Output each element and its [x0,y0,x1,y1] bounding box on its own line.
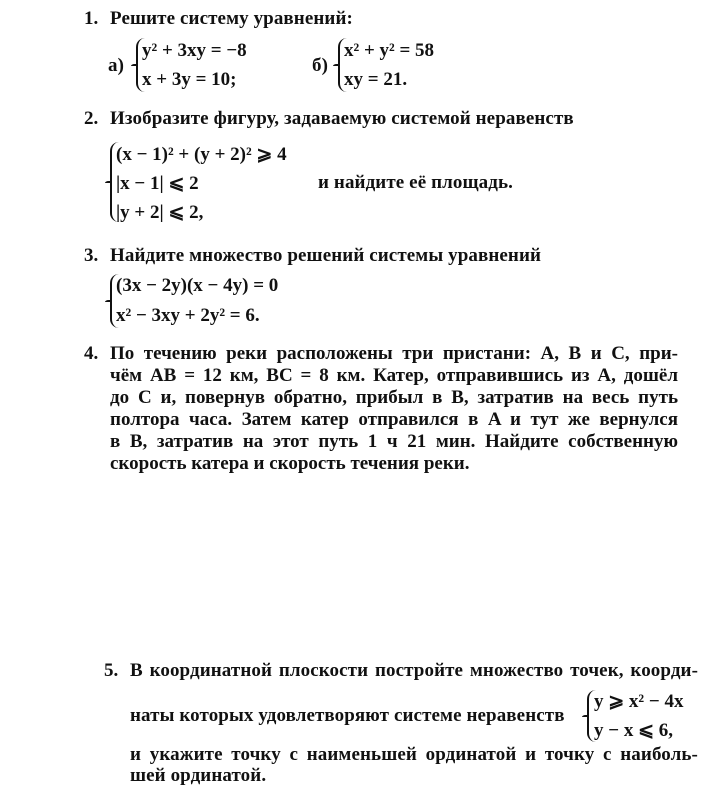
problem-4-line: скорость катера и скорость течения реки. [110,453,470,474]
problem-2-tail: и найдите её площадь. [318,172,513,193]
problem-2-number: 2. [84,108,99,129]
problem-3-equation-1: (3x − 2y)(x − 4y) = 0 [116,275,279,296]
problem-2-inequality-1: (x − 1)² + (y + 2)² ⩾ 4 [116,144,287,165]
problem-3-title: Найдите множество решений системы уравнений [110,245,542,266]
problem-4-line: По течению реки расположены три пристани: A, B и C, при- [110,343,678,364]
problem-2-title: Изобразите фигуру, задаваемую системой неравенств [110,108,574,129]
problem-1b-label: б) [312,55,329,76]
problem-5-line-4: шей ординатой. [130,765,267,786]
problem-5-line-1: В координатной плоскости постройте множество точек, коорди- [130,660,698,681]
problem-4-line: чём AB = 12 км, BC = 8 км. Катер, отправившись из A, дошёл [110,365,678,386]
problem-5-line-3: и укажите точку с наименьшей ординатой и точку с наиболь- [130,744,698,765]
problem-1-number: 1. [84,8,99,29]
problem-1b-equation-1: x² + y² = 58 [344,40,435,61]
problem-4-line: полтора часа. Затем катер отправился в A и тут же вернулся [110,409,678,430]
problem-2-inequality-2: |x − 1| ⩽ 2 [116,173,199,194]
problem-4-number: 4. [84,343,99,364]
problem-5-inequality-1: y ⩾ x² − 4x [594,691,684,712]
problem-5-inequality-2: y − x ⩽ 6, [594,720,673,741]
problem-3-number: 3. [84,245,99,266]
problem-4-text [110,343,678,475]
problem-1-title: Решите систему уравнений: [110,8,353,29]
problem-2-inequality-3: |y + 2| ⩽ 2, [116,202,204,223]
problem-1b-equation-2: xy = 21. [344,69,408,90]
problem-1a-label: а) [108,55,125,76]
problem-4-line: в B, затратив на этот путь 1 ч 21 мин. Найдите собственную [110,431,678,452]
problem-5-line-2: наты которых удовлетворяют системе неравенств [130,705,565,726]
problem-4-line: до C и, повернув обратно, прибыл в B, затратив на весь путь [110,387,678,408]
problem-5-number: 5. [104,660,119,681]
problem-1a-equation-1: y² + 3xy = −8 [142,40,247,61]
problem-1a-equation-2: x + 3y = 10; [142,69,237,90]
problem-3-equation-2: x² − 3xy + 2y² = 6. [116,305,260,326]
